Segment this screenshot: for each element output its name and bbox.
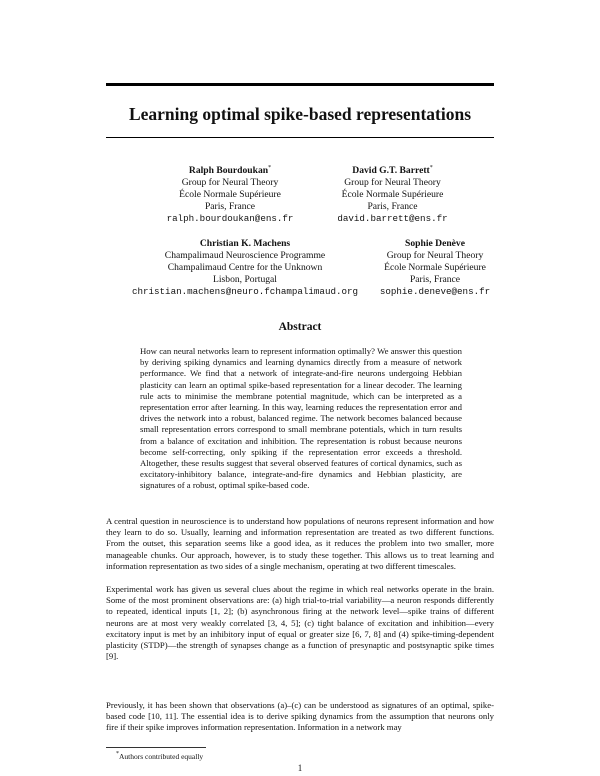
author-name: David G.T. Barrett [352, 165, 430, 176]
author-location: Paris, France [367, 201, 418, 212]
author-mark: * [429, 165, 433, 171]
title-top-rule [106, 83, 494, 86]
author-affiliation: Group for Neural Theory [344, 177, 441, 188]
author-affiliation: Champalimaud Centre for the Unknown [167, 262, 323, 273]
author-location: Lisbon, Portugal [213, 274, 277, 285]
author-affiliation: École Normale Supérieure [341, 189, 444, 200]
author-name: Ralph Bourdoukan [188, 165, 269, 176]
author-block [355, 238, 515, 298]
author-location: Paris, France [204, 201, 256, 212]
abstract-text: How can neural networks learn to represent information optimally? We answer this question by deriving spiking dynamics and learning dynamics directly from a measure of network performance. We find that a network of integrate-and-fire neurons undergoing Hebbian plasticity can learn an optimal spike-based representation for a linear decoder. The learning rule acts to minimise the membrane potential magnitude, which can be interpreted as a representation error after learning. In this way, learning reduces the representation error and drives the network into a robust, balanced regime. The network becomes balanced because small representation errors correspond to small membrane potentials, which in turn results from a balance of excitation and inhibition. The representation is robust because neurons become self-correcting, only spiking if the representation error exceeds a threshold. Altogether, these results suggest that several observed features of cortical dynamics, such as excitatory-inhibitory balance, integrate-and-fire dynamics and Hebbian plasticity, are signatures of a robust, optimal spike-based code. [140, 346, 462, 491]
author-affiliation: École Normale Supérieure [179, 189, 281, 200]
author-affiliation: École Normale Supérieure [384, 262, 486, 273]
author-email: david.barrett@ens.fr [337, 213, 448, 224]
author-name: Christian K. Machens [199, 238, 291, 249]
author-email: christian.machens@neuro.fchampalimaud.org [131, 286, 359, 297]
title-bottom-rule [106, 137, 494, 138]
author-affiliation: Group for Neural Theory [181, 177, 279, 188]
body-paragraph: A central question in neuroscience is to understand how populations of neurons represent information and how they learn to do so. Usually, learning and information representation are treated as two different functions. From the outset, this separation seems like a good idea, as it reduces the problem into two smaller, more manageable chunks. Our approach, however, is to study these together. This allows us to treat learning and information representation as two sides of a single mechanism, operating at two different timescales. [106, 516, 494, 571]
footnote-text: Authors contributed equally [119, 752, 204, 761]
author-block [320, 165, 465, 225]
author-email: ralph.bourdoukan@ens.fr [166, 213, 294, 224]
author-affiliation: Champalimaud Neuroscience Programme [164, 250, 326, 261]
footnote-mark: * [116, 751, 119, 757]
author-affiliation: Group for Neural Theory [386, 250, 484, 261]
body-paragraph: Previously, it has been shown that observations (a)–(c) can be understood as signatures of an optimal, spike-based code [10, 11]. The essential idea is to derive spiking dynamics from the assumption that neurons only fire if their spike improves information representation. Information in a network may [106, 700, 494, 733]
abstract-heading: Abstract [278, 321, 322, 333]
footnote [116, 752, 203, 761]
footnote-rule [106, 747, 206, 748]
author-block [105, 238, 385, 298]
author-location: Paris, France [409, 274, 461, 285]
page-number: 1 [297, 763, 303, 773]
author-mark: * [268, 165, 272, 171]
author-block [140, 165, 320, 225]
author-email: sophie.deneve@ens.fr [379, 286, 491, 297]
author-name: Sophie Denève [405, 238, 465, 249]
paper-title: Learning optimal spike-based representations [128, 104, 472, 124]
body-paragraph: Experimental work has given us several clues about the regime in which real networks operate in the brain. Some of the most prominent observations are: (a) high trial-to-trial variability—a neuron responds differently to repeated, identical inputs [1, 2]; (b) asynchronous firing at the network level—spike trains of different neurons are at most very weakly correlated [3, 4, 5]; (c) tight balance of excitation and inhibition—every excitatory input is met by an inhibitory input of equal or greater size [6, 7, 8] and (4) spike-timing-dependent plasticity (STDP)—the strength of synapses change as a function of presynaptic and postsynaptic spike times [9]. [106, 584, 494, 662]
